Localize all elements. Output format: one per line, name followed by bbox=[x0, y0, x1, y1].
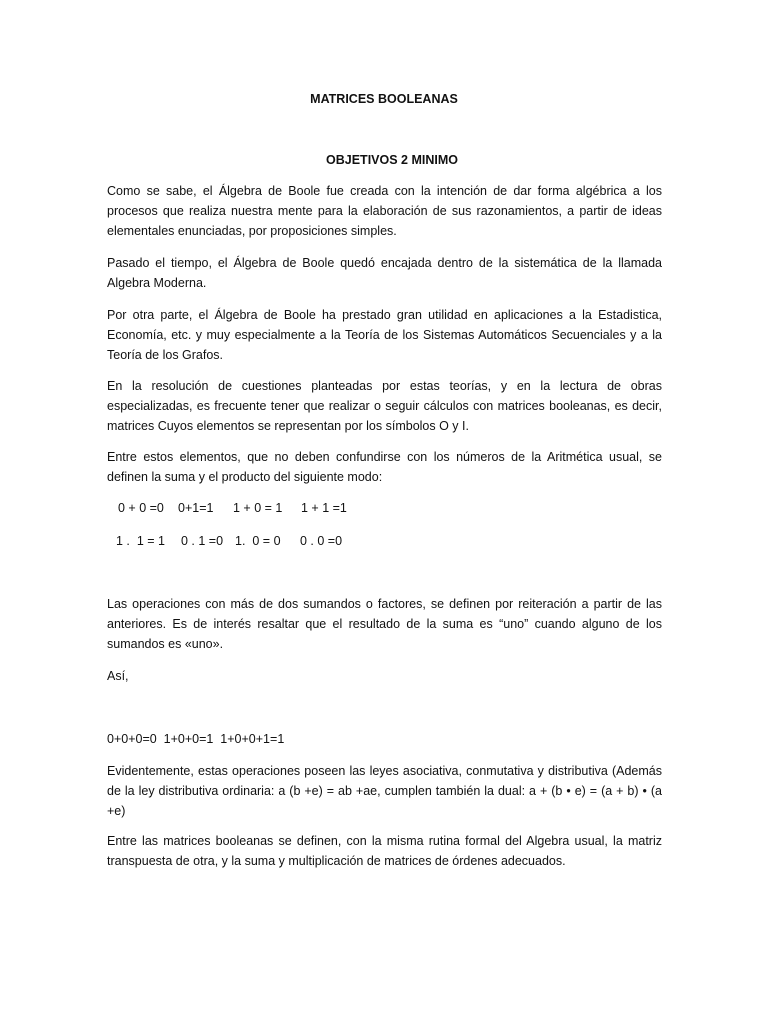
paragraph-reiteration: Las operaciones con más de dos sumandos o factores, se definen por reiteración a partir de las anteriores. Es de interés resaltar que el resultado de la suma es “uno” cuando alguno de los sumandos es «uno». bbox=[107, 597, 662, 652]
sum-op: 0+1=1 bbox=[178, 501, 214, 515]
sum-op: 1 + 1 =1 bbox=[301, 501, 347, 515]
product-op: 1 . 1 = 1 bbox=[116, 534, 165, 548]
paragraph-asi: Así, bbox=[107, 669, 129, 683]
paragraph-boolean-matrices: En la resolución de cuestiones planteadas por estas teorías, y en la lectura de obras especializadas, es frecuente tener que realizar o seguir cálculos con matrices booleanas, es decir, matrices Cuyos elementos se representan por los símbolos O y I. bbox=[107, 379, 662, 434]
document-title: MATRICES BOOLEANAS bbox=[310, 92, 458, 106]
example-sums: 0+0+0=0 1+0+0=1 1+0+0+1=1 bbox=[107, 732, 285, 746]
product-op: 1. 0 = 0 bbox=[235, 534, 281, 548]
product-op: 0 . 0 =0 bbox=[300, 534, 343, 548]
product-op: 0 . 1 =0 bbox=[181, 534, 224, 548]
paragraph-matrix-operations: Entre las matrices booleanas se definen, con la misma rutina formal del Algebra usual, la matriz transpuesta de otra, y la suma y multiplicación de matrices de órdenes adecuados. bbox=[107, 834, 662, 869]
paragraph-definitions: Entre estos elementos, que no deben confundirse con los números de la Aritmética usual, se definen la suma y el producto del siguiente modo: bbox=[107, 450, 662, 485]
document-subtitle: OBJETIVOS 2 MINIMO bbox=[326, 153, 458, 167]
sum-op: 0 + 0 =0 bbox=[118, 501, 164, 515]
paragraph-history: Pasado el tiempo, el Álgebra de Boole quedó encajada dentro de la sistemática de la llamada Algebra Moderna. bbox=[107, 256, 662, 291]
paragraph-intro: Como se sabe, el Álgebra de Boole fue creada con la intención de dar forma algébrica a los procesos que realiza nuestra mente para la elaboración de sus razonamientos, a partir de ideas elementales enunciadas, por proposiciones simples. bbox=[107, 184, 662, 239]
paragraph-applications: Por otra parte, el Álgebra de Boole ha prestado gran utilidad en aplicaciones a la Estadistica, Economía, etc. y muy especialmente a la Teoría de los Sistemas Automáticos Secuenciales y a la Teoría de los Grafos. bbox=[107, 308, 662, 363]
sum-op: 1 + 0 = 1 bbox=[233, 501, 283, 515]
paragraph-laws: Evidentemente, estas operaciones poseen las leyes asociativa, conmutativa y distributiva (Además de la ley distributiva ordinaria: a (b +e) = ab +ae, cumplen también la dual: a + (b • e) = (a + b) • (a +e) bbox=[107, 764, 662, 819]
